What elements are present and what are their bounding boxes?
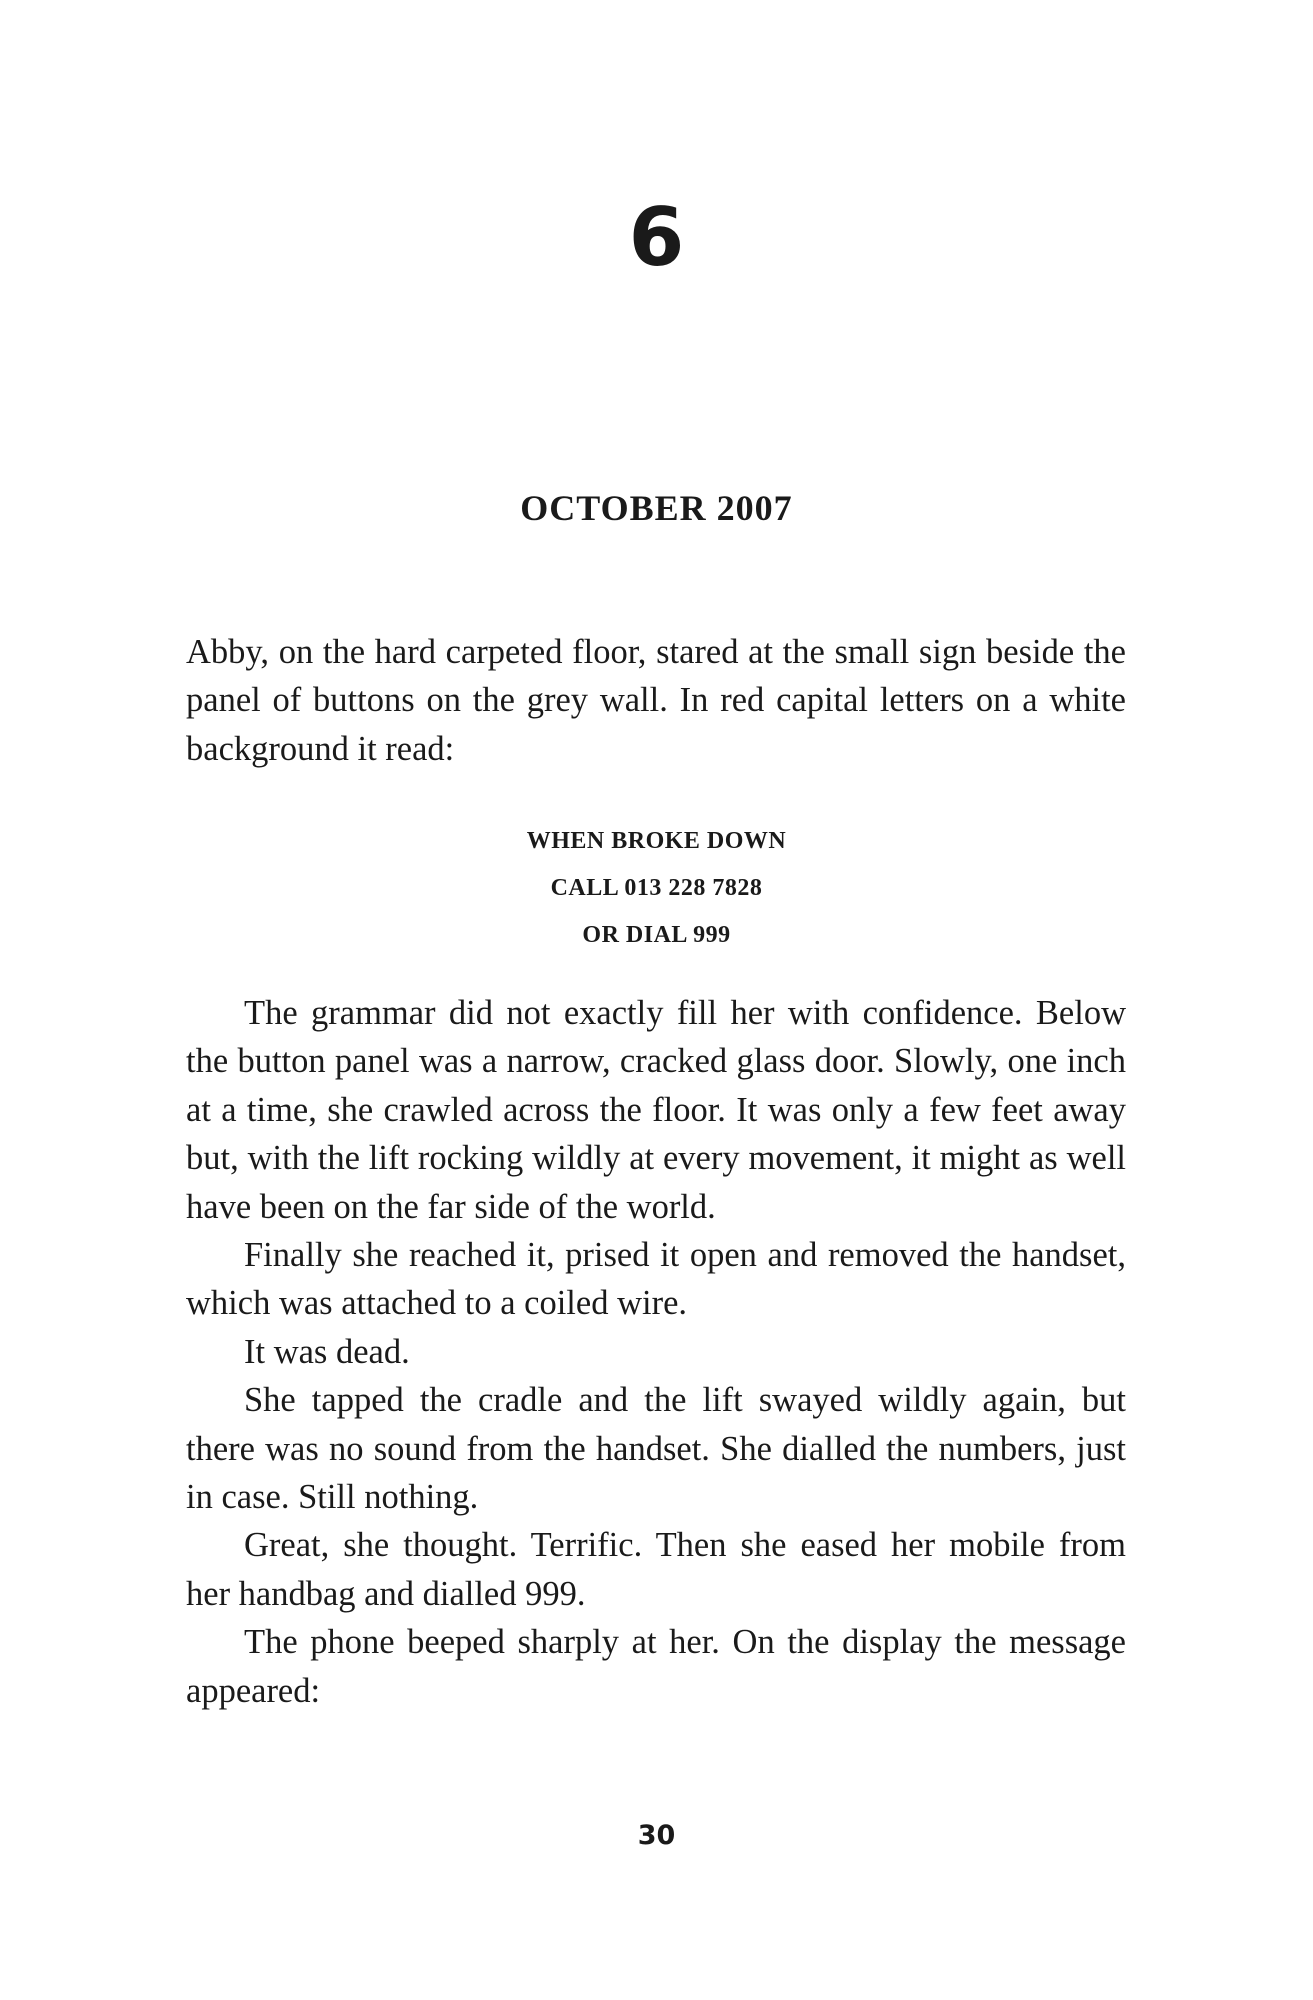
sign-line-2: CALL 013 228 7828	[550, 875, 763, 901]
opening-paragraph-block	[186, 628, 1126, 773]
page-number: 30	[637, 1820, 676, 1851]
sign-line-3: OR DIAL 999	[582, 922, 731, 948]
paragraph: Great, she thought. Terrific. Then she eased her mobile from her handbag and dialled 999.	[186, 1526, 1126, 1613]
paragraph: The grammar did not exactly fill her with confidence. Below the button panel was a narrow, cracked glass door. Slowly, one inch at a time, she crawled across the floor. It was only a few feet away but, with the lift rocking wildly at every movement, it might as well have been on the far side of the world.	[186, 994, 1126, 1226]
sign-line-1: WHEN BROKE DOWN	[526, 828, 787, 854]
paragraph: She tapped the cradle and the lift swayed wildly again, but there was no sound from the handset. She dialled the numbers, just in case. Still nothing.	[186, 1381, 1126, 1517]
chapter-date: OCTOBER 2007	[520, 488, 793, 528]
lift-sign-text	[0, 818, 1313, 959]
continuation-text-block	[186, 989, 1126, 1715]
opening-paragraph: Abby, on the hard carpeted floor, stared at the small sign beside the panel of buttons on the grey wall. In red capital letters on a white background it read:	[186, 633, 1126, 768]
paragraph: Finally she reached it, prised it open and removed the handset, which was attached to a coiled wire.	[186, 1236, 1126, 1323]
chapter-number: 6	[628, 191, 685, 284]
paragraph: It was dead.	[244, 1332, 410, 1371]
paragraph: The phone beeped sharply at her. On the display the message appeared:	[186, 1623, 1126, 1710]
